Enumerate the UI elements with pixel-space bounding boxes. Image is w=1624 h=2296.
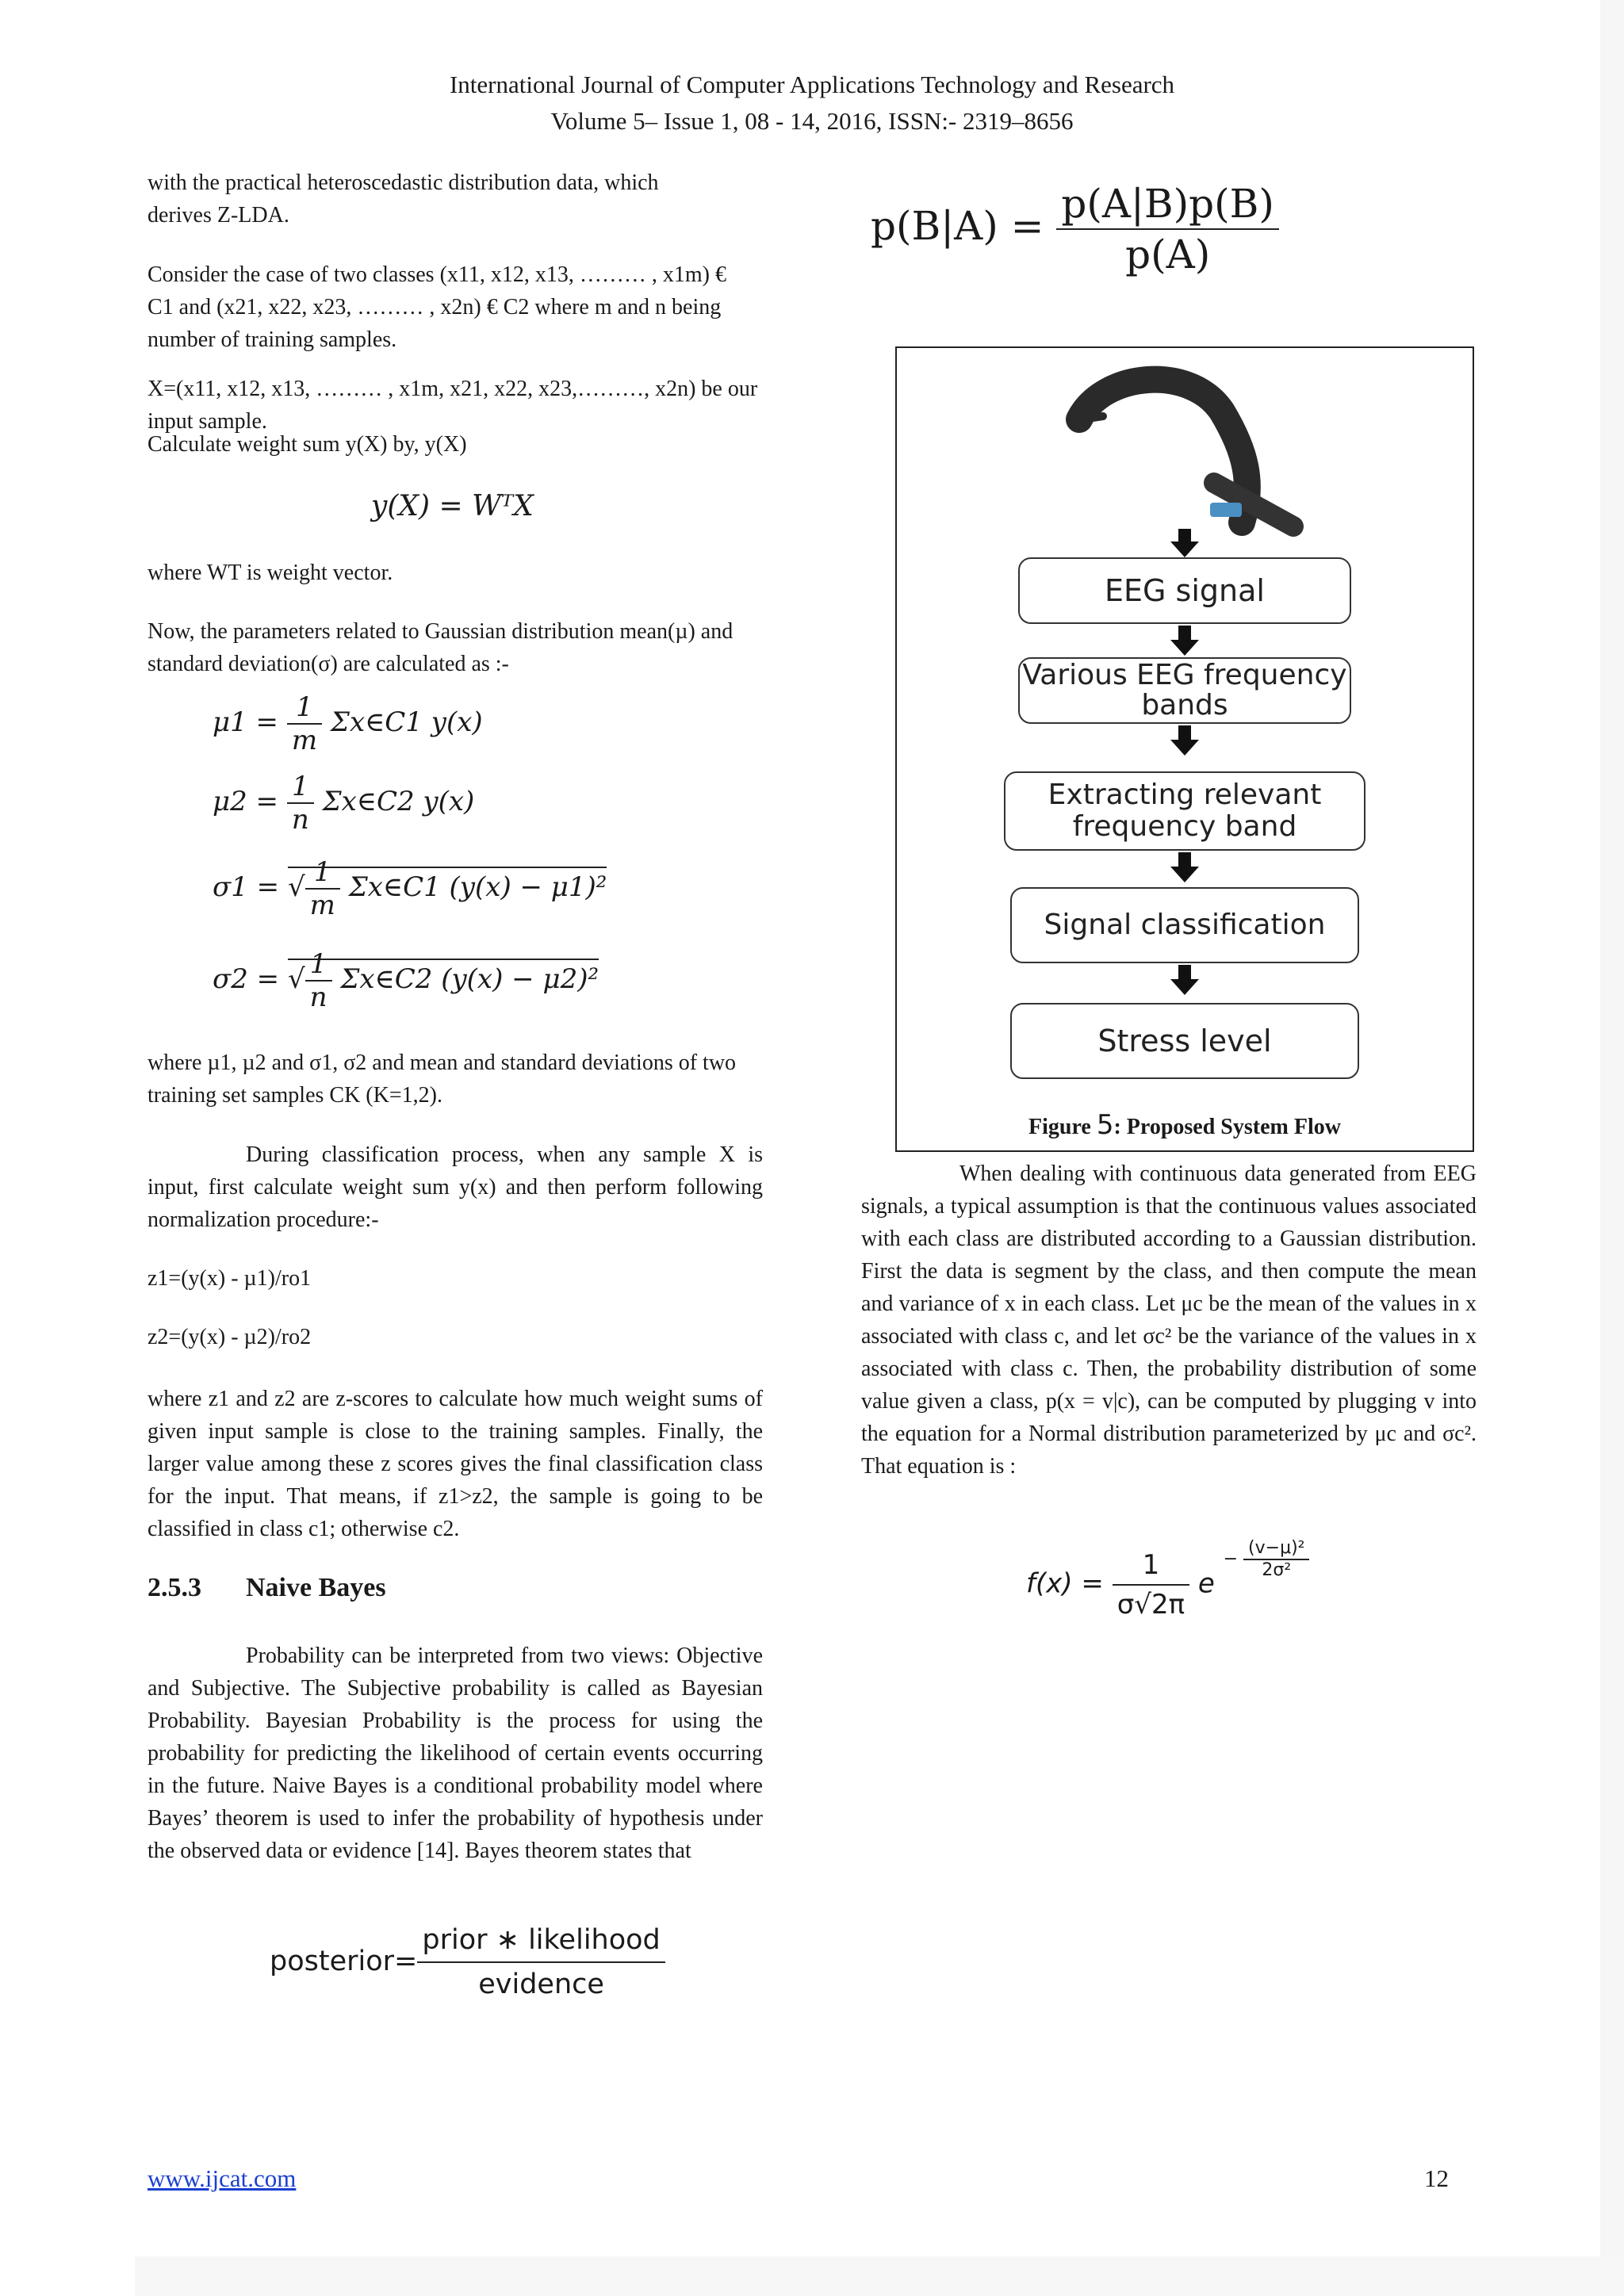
left-paragraph-4: where WT is weight vector. — [147, 561, 393, 585]
z2-formula: z2=(y(x) - µ2)/ro2 — [147, 1325, 312, 1349]
right-paragraph-1: When dealing with continuous data generated from EEG signals, a typical assumption is that the continuous values associated with each class are distributed according to a Gaussian distribution. First the data is segment by the class, and then compute the mean and variance of x in each class. Let μc be the mean of the values in x associated with class c, and let σc² be the variance of the values in x associated with class c. Then, the probability distribution of some value given a class, p(x = v|c), can be computed by plugging v into the equation for a Normal distribution parameterized by μc and σc². That equation is : — [861, 1161, 1477, 1479]
page-number: 12 — [1424, 2164, 1449, 2192]
flow-arrow-4-head — [1170, 979, 1199, 995]
left-paragraph-3a: X=(x11, x12, x13, ……… , x1m, x21, x22, x23,………, x2n) be our input sample. — [147, 377, 758, 434]
flow-step-frequency-bands: Various EEG frequency bands — [1018, 657, 1351, 724]
flow-arrow-3-head — [1170, 867, 1199, 882]
flow-step-extracting-band: Extracting relevant frequency band — [1004, 771, 1365, 851]
eeg-headset-illustration — [1055, 364, 1309, 546]
z1-formula: z1=(y(x) - µ1)/ro1 — [147, 1266, 312, 1291]
weight-sum-equation: y(X) = WᵀX — [371, 490, 534, 522]
journal-volume: Volume 5– Issue 1, 08 - 14, 2016, ISSN:- 2319–8656 — [550, 107, 1074, 135]
left-paragraph-5: Now, the parameters related to Gaussian distribution mean(µ) and standard deviation(σ) are calculated as :- — [147, 619, 733, 676]
left-paragraph-9: Probability can be interpreted from two views: Objective and Subjective. The Subjective probability is called as Bayesian Probability. Bayesian Probability is the process for using the probability for predicting the likelihood of certain events occurring in the future. Naive Bayes is a conditional probability model where Bayes’ theorem is used to infer the probability of hypothesis under the observed data or evidence [14]. Bayes theorem states that — [147, 1644, 763, 1863]
left-paragraph-6: where µ1, µ2 and σ1, σ2 and mean and standard deviations of two training set samples CK (K=1,2). — [147, 1050, 737, 1108]
flow-step-signal-classification: Signal classification — [1010, 887, 1359, 963]
flow-step-stress-level: Stress level — [1010, 1003, 1359, 1079]
bayes-equation: p(B|A) = $\frac{p(A|B)p(B)}{p(A)}$ — [871, 179, 1279, 279]
posterior-equation: posterior= $\frac{\text{prior ∗ likelihood}}{\text{evidence}}$ — [270, 1919, 665, 2006]
left-paragraph-2: Consider the case of two classes (x11, x12, x13, ……… , x1m) € C1 and (x21, x22, x23, ……… , x2n) € C2 where m and n being number of training samples. — [147, 262, 726, 352]
flow-arrow-2 — [1178, 725, 1191, 741]
left-paragraph-8: where z1 and z2 are z-scores to calculate how much weight sums of given input sample is close to the training samples. Finally, the larger value among these z scores gives the final classification class for the input. That means, if z1>z2, the sample is going to be classified in class c1; otherwise c2. — [147, 1387, 763, 1541]
flow-arrow-2-head — [1170, 740, 1199, 756]
section-number: 2.5.3 — [147, 1573, 201, 1602]
sigma2-equation: σ2 = √ $\frac{1}{n}$ Σx∈C2 (y(x) − μ2)² — [213, 948, 599, 1013]
mu1-equation: μ1 = $\frac{1}{m}$ Σx∈C1 y(x) — [213, 691, 483, 756]
left-paragraph-7: During classification process, when any sample X is input, first calculate weight sum y(x) and then perform following normalization procedure:- — [147, 1142, 763, 1232]
flow-arrow-1 — [1178, 626, 1191, 641]
flow-arrow-3 — [1178, 852, 1191, 868]
figure-proposed-system-flow — [895, 346, 1474, 1152]
flow-arrow-0-head — [1170, 541, 1199, 557]
figure-caption: Figure 5: Proposed System Flow — [1028, 1109, 1341, 1141]
footer-website-link[interactable]: www.ijcat.com — [147, 2164, 297, 2192]
left-paragraph-3b: Calculate weight sum y(X) by, y(X) — [147, 432, 467, 457]
section-title: Naive Bayes — [246, 1573, 386, 1602]
flow-step-eeg-signal: EEG signal — [1018, 557, 1351, 624]
sigma1-equation: σ1 = √ $\frac{1}{m}$ Σx∈C1 (y(x) − μ1)² — [213, 856, 607, 921]
mu2-equation: μ2 = $\frac{1}{n}$ Σx∈C2 y(x) — [213, 771, 475, 836]
left-paragraph-1: with the practical heteroscedastic distribution data, which derives Z-LDA. — [147, 170, 659, 228]
page-edge-shade — [1600, 0, 1624, 2296]
page-bottom-shade — [135, 2256, 1624, 2296]
flow-arrow-1-head — [1170, 640, 1199, 656]
journal-title: International Journal of Computer Applications Technology and Research — [449, 71, 1175, 98]
flow-arrow-4 — [1178, 965, 1191, 981]
gaussian-equation: f(x) = $\frac{1}{\sigma√2\pi}$ e $^{- \frac{\text{(v−μ)²}}{\text{2σ²}}}$ — [1026, 1546, 1309, 1624]
